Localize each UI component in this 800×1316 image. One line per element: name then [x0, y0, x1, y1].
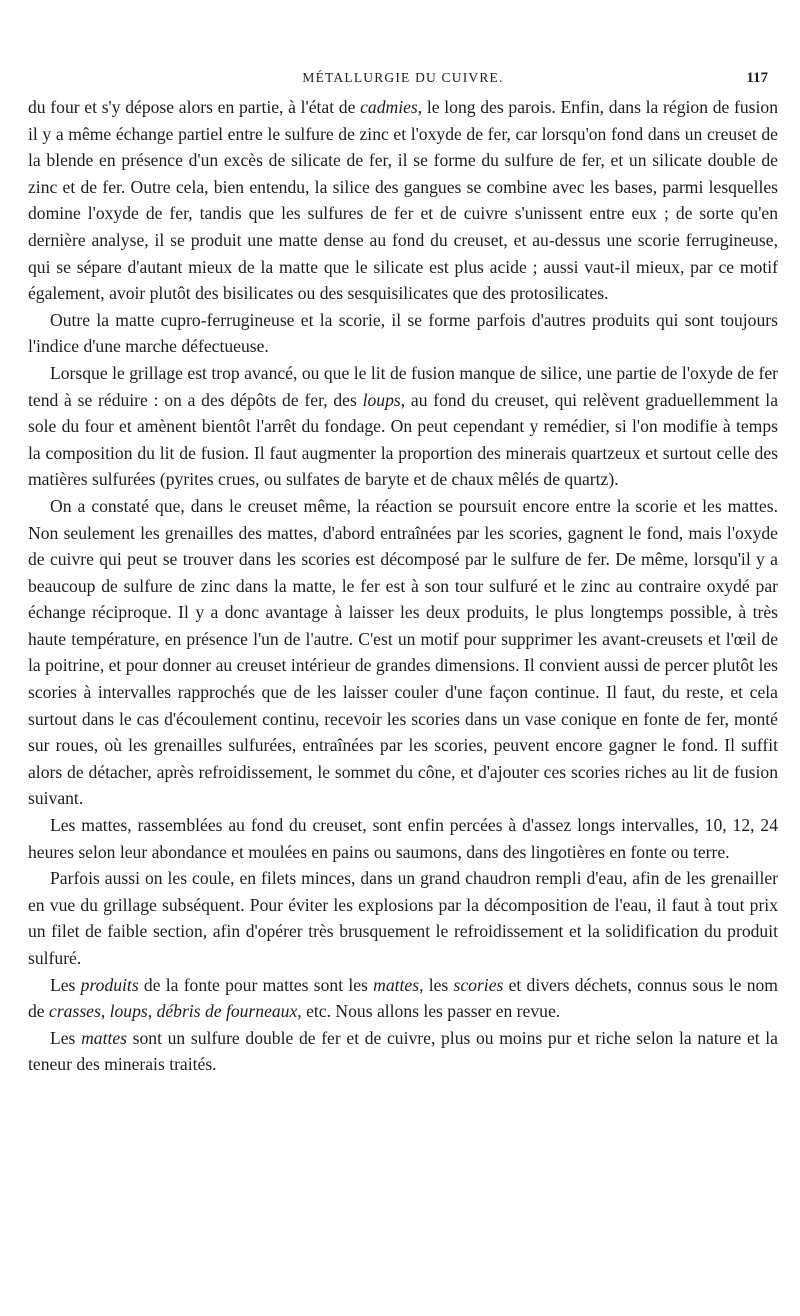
italic-term: mattes [373, 974, 420, 995]
italic-term: loups [109, 1001, 148, 1022]
paragraph [28, 360, 778, 493]
text-run: et divers déchets, connus sous le nom de [28, 974, 778, 1022]
text-run: sont un sulfure double de fer et de cuivre, plus ou moins pur et riche selon la nature et la teneur des minerais traités. [28, 1027, 778, 1075]
running-title: MÉTALLURGIE DU CUIVRE. [302, 70, 504, 85]
italic-term: débris de fourneaux [156, 1001, 298, 1022]
italic-term: crasses [49, 1001, 101, 1022]
italic-term: scories [453, 974, 504, 995]
italic-term: cadmies [360, 97, 418, 117]
body-text [28, 94, 778, 1078]
text-run: , [147, 1001, 157, 1022]
paragraph [28, 307, 778, 360]
text-run: de la fonte pour mattes sont les [138, 974, 374, 995]
text-run: , les [419, 974, 454, 995]
paragraph [28, 812, 778, 865]
text-run: , [100, 1001, 110, 1022]
paragraph [28, 865, 778, 971]
text-run: Les [50, 974, 81, 995]
text-run: Lorsque le grillage est trop avancé, ou que le lit de fusion manque de silice, une partie de l'oxyde de fer tend à se réduire : on a des dépôts de fer, des [28, 362, 778, 410]
page-number: 117 [746, 70, 768, 86]
text-run: Les [50, 1027, 82, 1048]
paragraph [28, 94, 778, 307]
text-run: , le long des parois. Enfin, dans la région de fusion il y a même échange partiel entre le sulfure de zinc et l'oxyde de fer, car lorsqu'on fond dans un creuset de la blende en présence d'un excès de silicate de fer, il se forme du sulfure de fer, et un silicate double de zinc et de fer. Outre cela, bien entendu, la silice des gangues se combine avec les bases, parmi lesquelles domine l'oxyde de fer, tandis que les sulfures de fer et de cuivre s'unissent entre eux ; de sorte qu'en dernière analyse, il se produit une matte dense au fond du creuset, et au-dessus une scorie ferrugineuse, qui se sépare d'autant mieux de la matte que le silicate est plus acide ; aussi vaut-il mieux, par ce motif également, avoir plutôt des bisilicates ou des sesquisilicates que des protosilicates. [28, 97, 778, 304]
text-run: , au fond du creuset, qui relèvent graduellemment la sole du four et amènent bientôt l'arrêt du fondage. On peut cependant y remédier, si l'on modifie à temps la composition du lit de fusion. Il faut augmenter la proportion des minerais quartzeux et surtout celle des matières sulfurées (pyrites crues, ou sulfates de baryte et de chaux mêlés de quartz). [28, 389, 779, 490]
paragraph [28, 493, 778, 812]
paragraph [28, 1025, 778, 1078]
text-run: On a constaté que, dans le creuset même, la réaction se poursuit encore entre la scorie et les mattes. Non seulement les grenailles des mattes, d'abord entraînées par les scories, gagnent le fond, mais l'oxyde de cuivre qui peut se trouver dans les scories est décomposé par le sulfure de fer. De même, lorsqu'il y a beaucoup de sulfure de zinc dans la matte, le fer est à son tour sulfuré et le zinc au contraire oxydé par échange réciproque. Il y a donc avantage à laisser les deux produits, le plus longtemps possible, à très haute température, en présence l'un de l'autre. C'est un motif pour supprimer les avant-creusets et l'œil de la poitrine, et pour donner au creuset intérieur de grandes dimensions. Il convient aussi de percer plutôt les scories à intervalles rapprochés que de les laisser couler d'une façon continue. Il faut, du reste, et cela surtout dans le cas d'écoulement continu, recevoir les scories dans un vase conique en fonte de fer, monté sur roues, où les grenailles sulfurées, entraînées par les scories, peuvent encore gagner le fond. Il suffit alors de détacher, après refroidissement, le sommet du cône, et d'ajouter ces scories riches au lit de fusion suivant. [28, 495, 778, 809]
italic-term: loups [362, 389, 401, 410]
text-run: , etc. Nous allons les passer en revue. [297, 1001, 561, 1022]
text-run: du four et s'y dépose alors en partie, à l'état de [28, 97, 361, 117]
text-run: Parfois aussi on les coule, en filets minces, dans un grand chaudron rempli d'eau, afin de les grenailler en vue du grillage subséquent. Pour éviter les explosions par la décomposition de l'eau, il faut à tout prix un filet de faible section, afin d'opérer très brusquement le refroidissement et la solidification du produit sulfuré. [28, 868, 778, 968]
text-run: Outre la matte cupro-ferrugineuse et la scorie, il se forme parfois d'autres produits qui sont toujours l'indice d'une marche défectueuse. [28, 309, 778, 357]
italic-term: produits [80, 974, 139, 995]
page-header [28, 70, 778, 92]
text-run: Les mattes, rassemblées au fond du creuset, sont enfin percées à d'assez longs intervalles, 10, 12, 24 heures selon leur abondance et moulées en pains ou saumons, dans des lingotières en fonte ou terre. [28, 815, 778, 862]
paragraph [28, 972, 778, 1025]
italic-term: mattes [81, 1027, 127, 1048]
